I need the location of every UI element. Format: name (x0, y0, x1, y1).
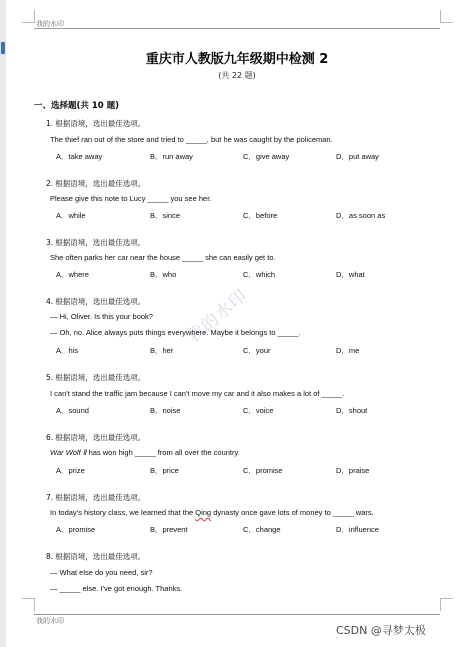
question-instruction: 根据语境，选出最佳选项。 (55, 238, 146, 247)
question-3-option-c[interactable]: C．which (243, 270, 276, 279)
question-instruction: 根据语境，选出最佳选项。 (55, 493, 146, 502)
page-footer-text: 我的水印 (36, 617, 64, 625)
question-8-heading (46, 551, 145, 562)
question-instruction: 根据语境，选出最佳选项。 (55, 119, 146, 128)
question-4-option-a[interactable]: A．his (56, 346, 79, 355)
header-rule (34, 28, 440, 29)
question-7-stem-after: dynasty once gave lots of money to _____ wars. (211, 508, 374, 517)
question-4-option-d[interactable]: D．me (336, 346, 360, 355)
question-2-option-b[interactable]: B．since (150, 211, 181, 220)
question-5-option-a[interactable]: A．sound (56, 406, 89, 415)
question-7-stem (50, 508, 374, 517)
question-6-heading (46, 432, 145, 443)
section-heading: 一、选择题(共 10 题) (34, 101, 120, 111)
question-7-option-a[interactable]: A．promise (56, 525, 96, 534)
question-number: 6. (46, 433, 54, 442)
question-7-option-b[interactable]: B．prevent (150, 525, 188, 534)
question-7-heading (46, 492, 145, 503)
question-1-option-b[interactable]: B．run away (150, 152, 193, 161)
question-5-stem: I can't stand the traffic jam because I can't move my car and it also makes a lot of _____. (50, 389, 345, 398)
question-3-option-d[interactable]: D．what (336, 270, 365, 279)
question-2-option-d[interactable]: D．as soon as (336, 211, 386, 220)
spellcheck-marked-word[interactable]: Qing (195, 508, 212, 517)
question-3-option-a[interactable]: A．where (56, 270, 89, 279)
crop-mark-top-right (440, 10, 453, 23)
footer-rule (34, 614, 440, 615)
question-instruction: 根据语境，选出最佳选项。 (55, 552, 146, 561)
question-3-heading (46, 237, 145, 248)
question-number: 8. (46, 552, 54, 561)
question-5-option-d[interactable]: D．shout (336, 406, 368, 415)
question-instruction: 根据语境，选出最佳选项。 (55, 179, 146, 188)
question-4-option-b[interactable]: B．her (150, 346, 174, 355)
question-1-heading (46, 118, 145, 129)
question-instruction: 根据语境，选出最佳选项。 (55, 373, 146, 382)
question-6-option-c[interactable]: C．promise (243, 466, 283, 475)
question-number: 4. (46, 297, 54, 306)
question-8-stem-line-2: — _____ else. I've got enough. Thanks. (50, 584, 183, 593)
question-7-stem-before: In today's history class, we learned that the (50, 508, 196, 517)
question-4-option-c[interactable]: C．your (243, 346, 271, 355)
csdn-credit: CSDN @寻梦太极 (336, 624, 426, 637)
question-6-option-b[interactable]: B．price (150, 466, 179, 475)
question-7-option-c[interactable]: C．change (243, 525, 281, 534)
question-2-heading (46, 178, 145, 189)
left-margin-strip (0, 0, 6, 647)
question-number: 7. (46, 493, 54, 502)
question-6-stem-title: War Wolf Ⅱ (50, 448, 87, 457)
document-subtitle: (共 22 题) (218, 71, 256, 80)
question-6-stem (50, 448, 240, 457)
question-6-option-d[interactable]: D．praise (336, 466, 370, 475)
question-1-option-a[interactable]: A．take away (56, 152, 103, 161)
page-header-text: 我的水印 (36, 20, 64, 28)
question-2-option-c[interactable]: C．before (243, 211, 278, 220)
question-1-stem: The thief ran out of the store and tried to _____, but he was caught by the policeman. (50, 135, 333, 144)
question-number: 5. (46, 373, 54, 382)
question-5-option-c[interactable]: C．voice (243, 406, 274, 415)
question-3-stem: She often parks her car near the house _____ she can easily get to. (50, 253, 276, 262)
crop-mark-top-left (22, 10, 35, 23)
question-2-option-a[interactable]: A．while (56, 211, 86, 220)
question-4-heading (46, 296, 145, 307)
crop-mark-bottom-right (440, 598, 453, 611)
question-5-heading (46, 372, 145, 383)
page-watermark: 我的水印 (183, 285, 252, 348)
question-number: 2. (46, 179, 54, 188)
question-5-option-b[interactable]: B．noise (150, 406, 181, 415)
question-1-option-c[interactable]: C．give away (243, 152, 290, 161)
question-4-stem-line-2: — Oh, no. Alice always puts things everywhere. Maybe it belongs to _____. (50, 328, 301, 337)
question-number: 1. (46, 119, 54, 128)
question-6-stem-rest: has won high _____ from all over the country. (86, 448, 240, 457)
crop-mark-bottom-left (22, 598, 35, 611)
question-2-stem: Please give this note to Lucy _____ you see her. (50, 194, 212, 203)
question-3-option-b[interactable]: B．who (150, 270, 177, 279)
document-title: 重庆市人教版九年级期中检测 2 (145, 52, 329, 67)
question-7-option-d[interactable]: D．influence (336, 525, 379, 534)
question-instruction: 根据语境，选出最佳选项。 (55, 433, 146, 442)
question-1-option-d[interactable]: D．put away (336, 152, 379, 161)
question-6-option-a[interactable]: A．prize (56, 466, 85, 475)
question-4-stem-line-1: — Hi, Oliver. Is this your book? (50, 312, 153, 321)
question-instruction: 根据语境，选出最佳选项。 (55, 297, 146, 306)
question-number: 3. (46, 238, 54, 247)
question-8-stem-line-1: — What else do you need, sir? (50, 568, 153, 577)
